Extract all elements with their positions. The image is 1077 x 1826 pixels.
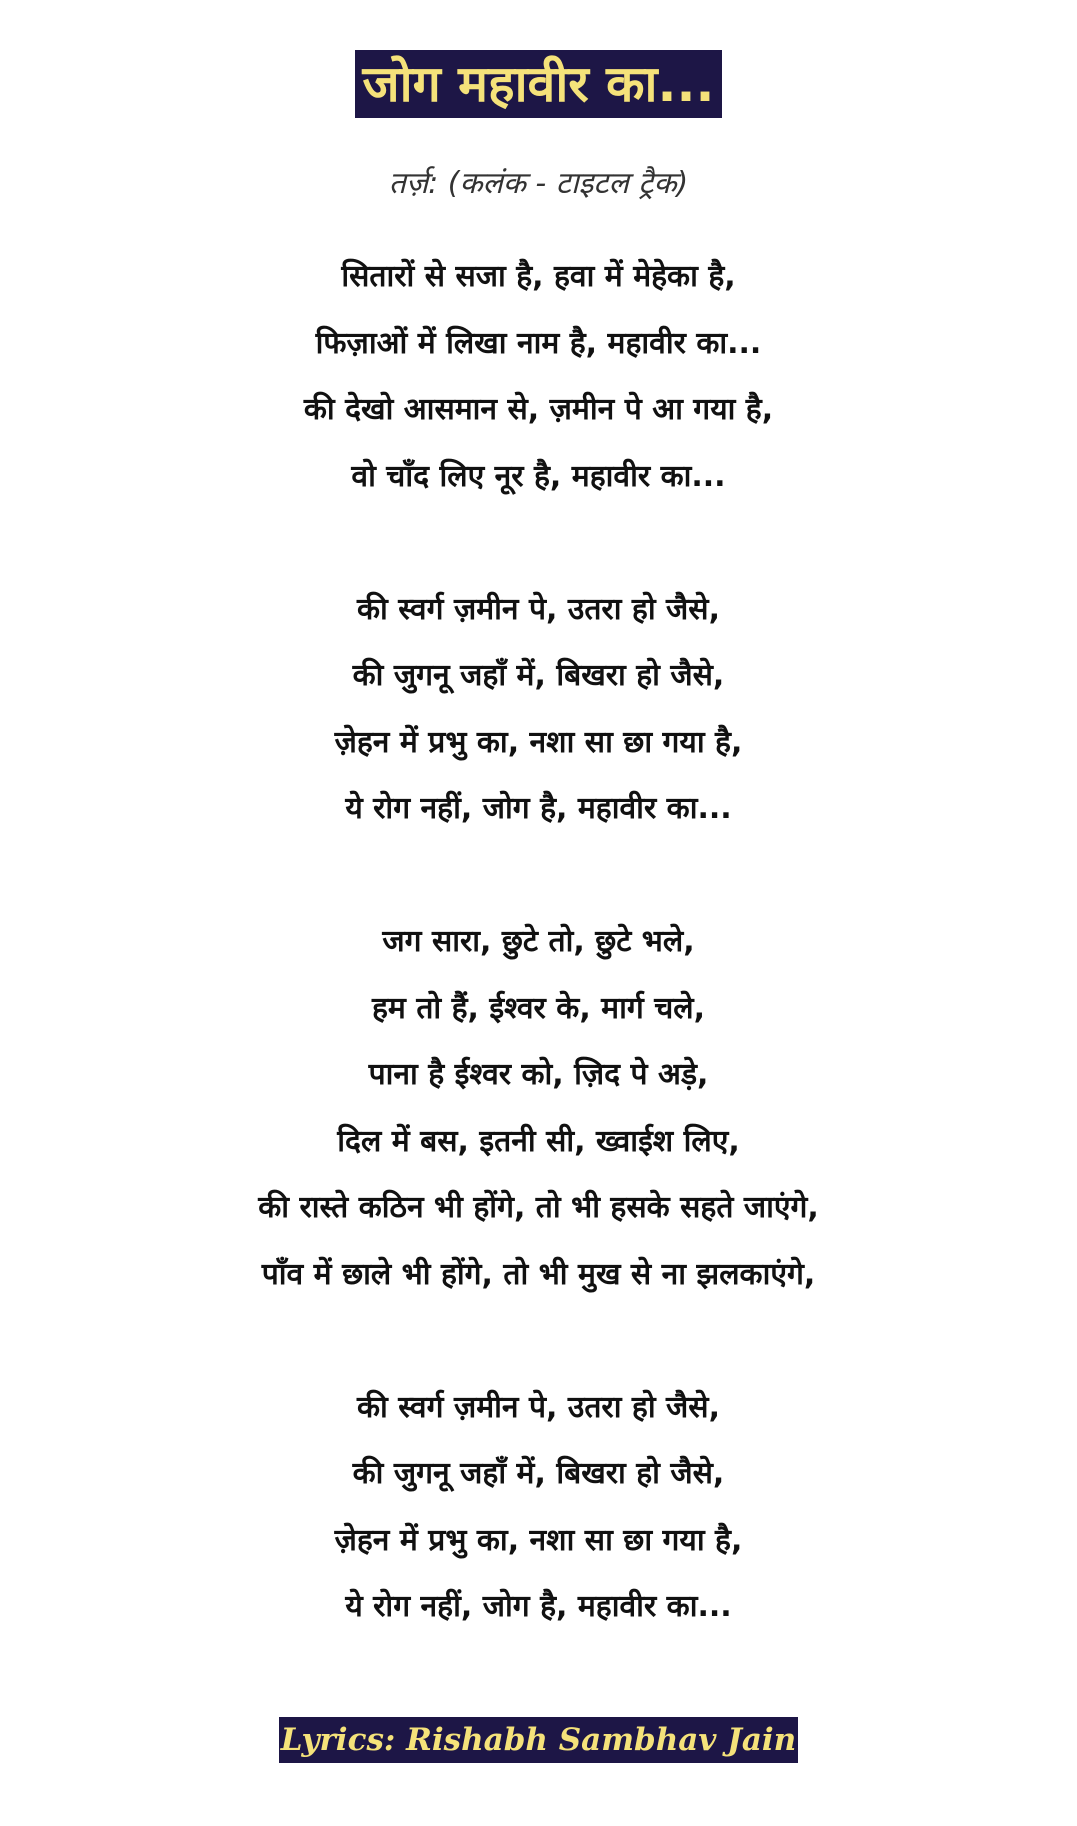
verse	[0, 577, 1077, 843]
lyric-line: की स्वर्ग ज़मीन पे, उतरा हो जैसे,	[357, 1389, 720, 1425]
page-title: जोग महावीर का...	[355, 50, 723, 118]
lyric-line: ये रोग नहीं, जोग है, महावीर का...	[345, 791, 732, 826]
credit-banner	[0, 1717, 1077, 1763]
lyric-line: की स्वर्ग ज़मीन पे, उतरा हो जैसे,	[357, 591, 720, 627]
verse-gap	[0, 843, 1077, 910]
lyric-line: फिज़ाओं में लिखा नाम है, महावीर का...	[315, 325, 762, 361]
lyric-line: सितारों से सजा है, हवा में मेहेका है,	[341, 259, 736, 294]
lyric-line: ये रोग नहीं, जोग है, महावीर का...	[345, 1589, 732, 1624]
lyric-line: ज़ेहन में प्रभु का, नशा सा छा गया है,	[334, 724, 743, 760]
lyric-line: की देखो आसमान से, ज़मीन पे आ गया है,	[303, 392, 774, 427]
verse	[0, 244, 1077, 510]
lyric-line: की जुगनू जहाँ में, बिखरा हो जैसे,	[352, 1456, 725, 1491]
verse	[0, 909, 1077, 1308]
lyrics-body	[0, 244, 1077, 1641]
lyric-line: दिल में बस, इतनी सी, ख्वाईश लिए,	[337, 1123, 740, 1159]
lyrics-credit: Lyrics: Rishabh Sambhav Jain	[279, 1717, 798, 1763]
lyric-line: जग सारा, छुटे तो, छुटे भले,	[382, 924, 695, 959]
lyric-line: हम तो हैं, ईश्वर के, मार्ग चले,	[372, 990, 705, 1026]
verse-gap	[0, 1308, 1077, 1375]
lyric-line: ज़ेहन में प्रभु का, नशा सा छा गया है,	[334, 1522, 743, 1558]
title-banner	[0, 50, 1077, 118]
lyric-line: की रास्ते कठिन भी होंगे, तो भी हसके सहते जाएंगे,	[258, 1190, 819, 1225]
lyric-line: पाँव में छाले भी होंगे, तो भी मुख से ना झलकाएंगे,	[261, 1256, 816, 1292]
lyric-line: की जुगनू जहाँ में, बिखरा हो जैसे,	[352, 658, 725, 693]
lyric-line: वो चाँद लिए नूर है, महावीर का...	[351, 458, 726, 494]
lyric-line: पाना है ईश्वर को, ज़िद पे अड़े,	[368, 1057, 709, 1092]
verse-gap	[0, 510, 1077, 577]
verse	[0, 1375, 1077, 1641]
tune-subtitle: तर्ज़: (कलंक - टाइटल ट्रैक)	[388, 166, 689, 201]
